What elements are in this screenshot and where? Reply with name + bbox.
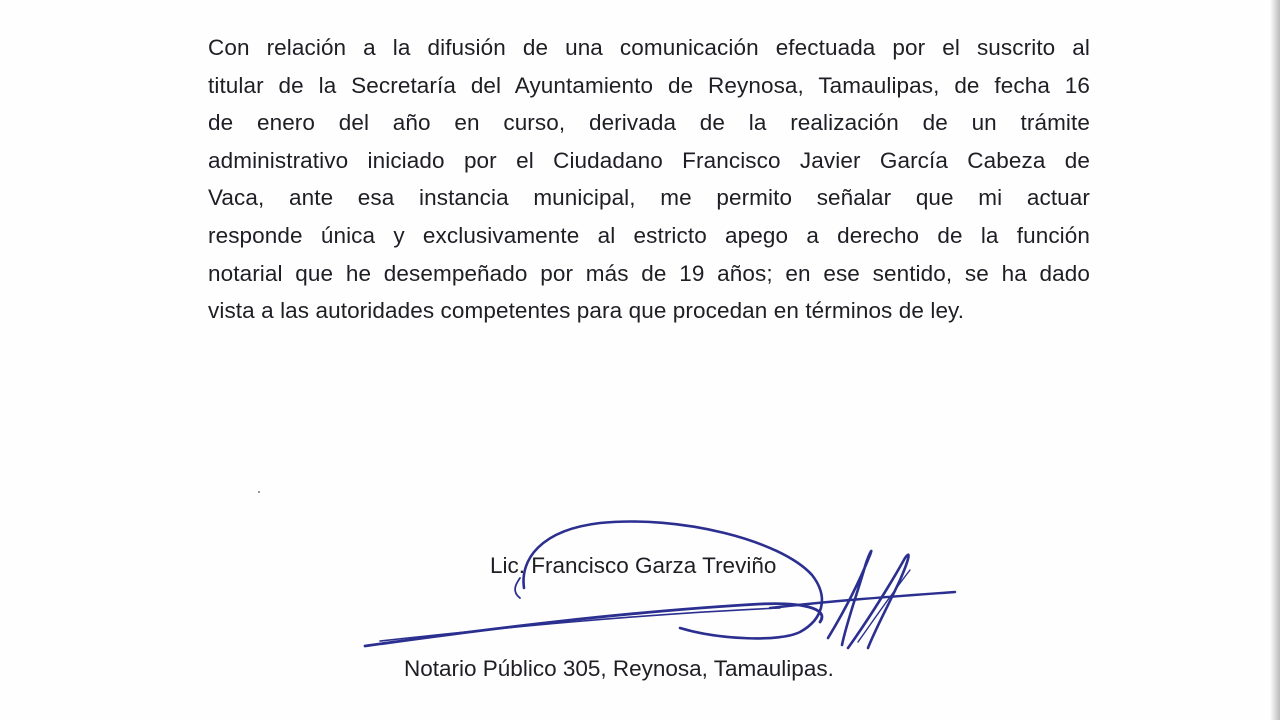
paragraph-line: Vaca, ante esa instancia municipal, me permito señalar que mi actuar: [208, 185, 1090, 211]
paragraph-line: responde única y exclusivamente al estricto apego a derecho de la función: [208, 222, 1090, 248]
signature-stroke: [770, 592, 955, 608]
signer-title: Notario Público 305, Reynosa, Tamaulipas.: [404, 656, 834, 681]
paragraph-line: de enero del año en curso, derivada de la realización de un trámite: [208, 110, 1090, 136]
paragraph-line: vista a las autoridades competentes para que procedan en términos de ley.: [208, 298, 965, 324]
paragraph-line: notarial que he desempeñado por más de 19 años; en ese sentido, se ha dado: [208, 260, 1090, 286]
signature-stroke: [365, 604, 822, 646]
signature-stroke: [524, 522, 822, 639]
signature-stroke: [858, 570, 910, 642]
scan-speck: [258, 491, 260, 493]
signature-stroke: [848, 555, 909, 648]
paragraph-line: administrativo iniciado por el Ciudadano Francisco Javier García Cabeza de: [208, 147, 1090, 173]
scan-shadow-edge: [1270, 0, 1280, 720]
signature-stroke: [828, 551, 871, 645]
paragraph-line: titular de la Secretaría del Ayuntamiento de Reynosa, Tamaulipas, de fecha 16: [208, 72, 1090, 98]
letter-body-paragraph: [208, 29, 1090, 330]
signature-stroke: [515, 578, 520, 598]
signer-name: Lic. Francisco Garza Treviño: [490, 553, 777, 578]
paragraph-line: Con relación a la difusión de una comunicación efectuada por el suscrito al: [208, 35, 1090, 60]
signature-stroke: [380, 608, 780, 641]
